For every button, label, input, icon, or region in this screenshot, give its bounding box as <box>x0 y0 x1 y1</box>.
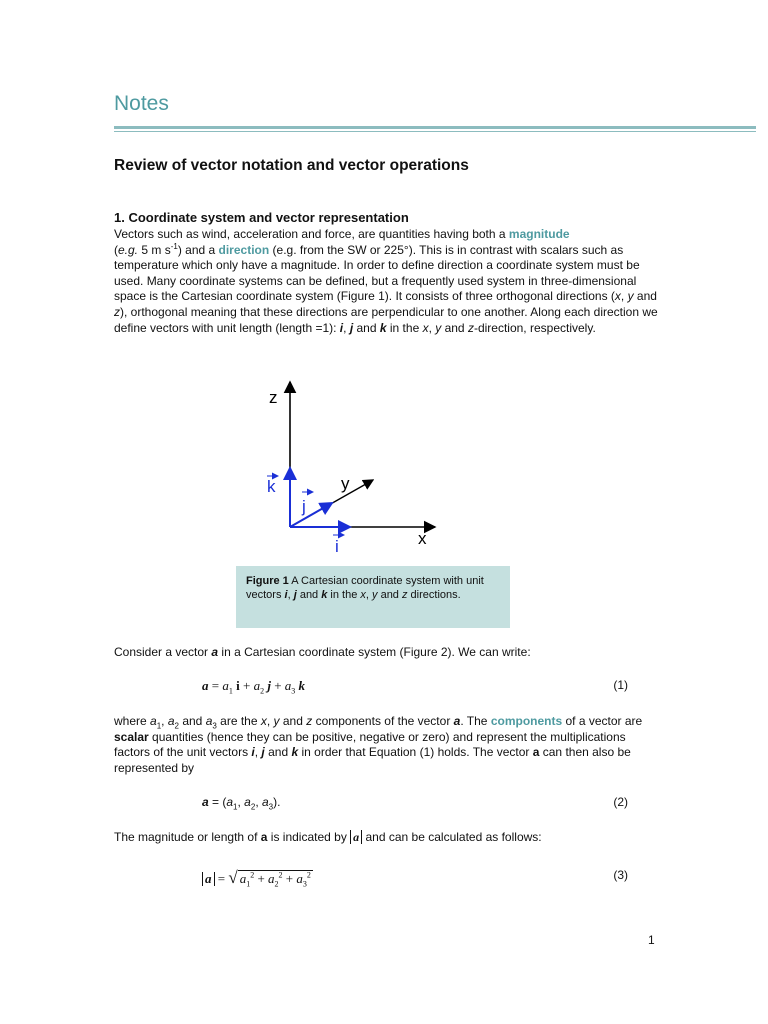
unit-k: k <box>321 589 328 601</box>
text-run: Consider a vector <box>114 645 212 659</box>
text-run: are the <box>216 714 261 728</box>
component-a3: a <box>261 795 269 809</box>
page-number: 1 <box>648 933 655 947</box>
unit-j: j <box>293 589 297 601</box>
unit-i: i <box>251 745 255 760</box>
text-run: in the <box>386 320 423 335</box>
var-y: y <box>273 714 280 728</box>
subscript: 2 <box>274 879 279 889</box>
paragraph-magnitude <box>114 830 662 846</box>
paragraph-consider-vector <box>114 645 662 661</box>
subscript: 3 <box>212 721 217 731</box>
axis-label-z: z <box>269 388 278 407</box>
unit-j: j <box>267 678 271 693</box>
magnitude-symbol: a <box>202 872 215 886</box>
text-run: and <box>633 289 657 304</box>
text-run: e.g. <box>118 242 139 257</box>
text-run: + <box>254 871 269 886</box>
var-z: z <box>306 714 313 728</box>
unit-i: i <box>339 320 344 335</box>
text-run: , <box>237 795 245 809</box>
superscript: 2 <box>278 870 283 880</box>
text-run: in a Cartesian coordinate system (Figure 2). We can write: <box>218 645 531 659</box>
component-a3: a <box>296 871 303 886</box>
var-z: z <box>401 589 408 601</box>
text-run: , <box>287 589 294 601</box>
equation-1-body <box>202 678 305 694</box>
component-a2: a <box>244 795 251 809</box>
text-run: and <box>441 320 468 335</box>
subscript: 3 <box>291 686 296 696</box>
term-components: components <box>490 714 563 728</box>
component-a1: a <box>239 871 247 886</box>
figure-1-caption <box>236 566 510 628</box>
axis-label-y: y <box>341 474 350 493</box>
component-a1: a <box>150 714 157 728</box>
title-rule-thick <box>114 126 756 129</box>
text-run: = <box>208 678 223 693</box>
text-run: and <box>279 714 307 728</box>
unit-label-j: j <box>302 497 306 516</box>
var-z: z <box>114 304 120 319</box>
text-run: A Cartesian coordinate system with unit vectors <box>246 575 484 601</box>
text-run: and <box>264 745 292 760</box>
unit-j: j <box>261 745 265 760</box>
equation-3 <box>202 868 628 890</box>
subscript: 3 <box>302 879 307 889</box>
text-run: . The <box>460 714 491 728</box>
unit-label-i: i <box>335 537 339 556</box>
term-direction: direction <box>218 242 270 257</box>
unit-k: k <box>379 320 387 335</box>
text-run: , <box>343 320 350 335</box>
text-run: + <box>270 678 285 693</box>
subscript: 1 <box>228 686 233 696</box>
text-run: , <box>255 795 262 809</box>
text-run: and can be calculated as follows: <box>362 830 542 844</box>
equation-2 <box>202 795 628 817</box>
vector-a: a <box>202 795 209 809</box>
text-run: components of the vector <box>312 714 454 728</box>
text-run: in the <box>327 589 361 601</box>
component-a2: a <box>253 678 261 693</box>
subscript: 2 <box>250 802 256 812</box>
text-run: in order that Equation (1) holds. The vector <box>298 745 533 760</box>
subscript: 1 <box>233 802 238 812</box>
magnitude-symbol: a <box>350 830 362 844</box>
unit-j: j <box>349 320 354 335</box>
text-run: ), orthogonal meaning that these directions are perpendicular to one another. Along each direction we define vectors with unit length (length =1): <box>114 304 658 335</box>
sqrt-radicand <box>238 870 313 889</box>
vector-a: a <box>202 678 209 693</box>
text-run: directions. <box>407 589 461 601</box>
superscript: 2 <box>306 870 311 880</box>
text-run: = ( <box>208 795 227 809</box>
equation-3-body <box>202 868 313 888</box>
vector-a: a <box>453 714 461 728</box>
component-a3: a <box>284 678 292 693</box>
unit-i: i <box>236 678 240 693</box>
text-run: , <box>428 320 436 335</box>
term-scalar: scalar <box>114 729 149 744</box>
text-run: and <box>296 589 322 601</box>
text-run: , <box>254 745 262 760</box>
subscript: 2 <box>174 721 179 731</box>
text-run: ). <box>273 795 281 809</box>
text-run: , <box>266 714 274 728</box>
text-run: -direction, respectively. <box>473 320 596 335</box>
equation-1 <box>202 678 628 700</box>
text-run: ( <box>114 242 118 257</box>
section-heading: 1. Coordinate system and vector representation <box>114 210 409 225</box>
text-run: , <box>161 714 168 728</box>
component-a1: a <box>226 795 234 809</box>
vector-a: a <box>532 745 540 760</box>
equation-number: (1) <box>613 678 628 692</box>
subscript: 2 <box>260 686 265 696</box>
paragraph-components <box>114 714 662 776</box>
component-a2: a <box>167 714 175 728</box>
equation-number: (3) <box>613 868 628 882</box>
text-run: , <box>365 589 373 601</box>
component-a2: a <box>268 871 275 886</box>
text-run: Vectors such as wind, acceleration and force, are quantities having both a <box>114 227 509 241</box>
vector-a: a <box>211 645 219 659</box>
text-run: + <box>282 871 297 886</box>
unit-label-k: k <box>267 477 276 496</box>
superscript: 2 <box>250 870 255 880</box>
text-run: The magnitude or length of <box>114 830 261 844</box>
text-run: and <box>377 589 402 601</box>
notes-title: Notes <box>114 92 169 115</box>
caption-label: Figure 1 <box>246 575 289 587</box>
intro-paragraph <box>114 227 662 336</box>
term-magnitude: magnitude <box>508 227 570 241</box>
unit-vector-j <box>290 503 332 527</box>
var-x: x <box>422 320 429 335</box>
superscript: -1 <box>170 241 178 251</box>
text-run: where <box>114 714 151 728</box>
text-run: , <box>620 289 628 304</box>
equation-2-body <box>202 795 281 812</box>
unit-i: i <box>284 589 288 601</box>
vector-a: a <box>260 830 268 844</box>
var-x: x <box>260 714 267 728</box>
text-run: is indicated by <box>267 830 351 844</box>
axis-label-x: x <box>418 529 427 548</box>
var-x: x <box>614 289 621 304</box>
document-heading: Review of vector notation and vector operations <box>114 157 469 174</box>
var-z: z <box>467 320 474 335</box>
title-rule-thin <box>114 131 756 132</box>
text-run: + <box>239 678 254 693</box>
text-run: ) and a <box>177 242 219 257</box>
text-run: (e.g. from the SW or 225°). This is in contrast with scalars such as temperature which only have a magnitude. In order to define direction a coordinate system must be used. Many coordinate systems can be defined, but a frequently used system in three-dimensional space is the Cartesian coordinate system (Figure 1). It consists of three orthogonal directions ( <box>114 242 640 304</box>
figure-1-coordinate-system <box>240 372 460 562</box>
var-y: y <box>627 289 634 304</box>
text-run: 5 m s <box>138 242 171 257</box>
equation-number: (2) <box>613 795 628 809</box>
unit-k: k <box>291 745 299 760</box>
text-run: quantities (hence they can be positive, negative or zero) and represent the multiplications factors of the unit vectors <box>114 729 626 760</box>
unit-k: k <box>298 678 306 693</box>
var-x: x <box>360 589 366 601</box>
text-run: can then also be represented by <box>114 745 631 775</box>
subscript: 1 <box>246 879 251 889</box>
text-run: and <box>353 320 380 335</box>
var-y: y <box>435 320 442 335</box>
subscript: 3 <box>268 802 274 812</box>
var-y: y <box>372 589 378 601</box>
text-run: and <box>178 714 206 728</box>
text-run: of a vector are <box>562 714 643 728</box>
component-a3: a <box>205 714 213 728</box>
sqrt-sign: √ <box>228 868 238 887</box>
text-run: = <box>214 871 229 886</box>
component-a1: a <box>222 678 229 693</box>
subscript: 1 <box>156 721 162 731</box>
